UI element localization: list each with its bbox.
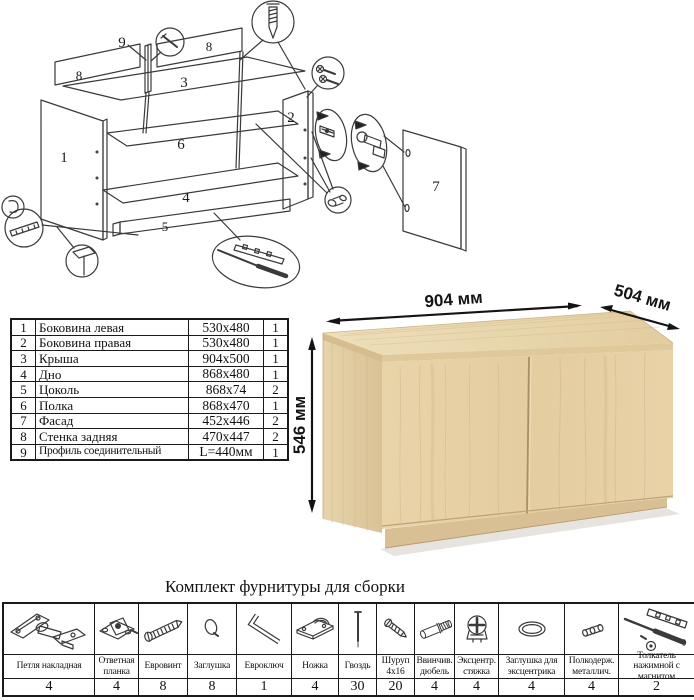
part-name: Полка <box>36 397 189 413</box>
part-qty: 2 <box>264 413 289 429</box>
part-num: 9 <box>11 444 36 460</box>
hardware-name: Толкатель нажимной с магнитом <box>619 654 694 678</box>
hardware-qty: 8 <box>139 678 187 695</box>
hardware-name: Заглушка для эксцентрика <box>499 654 564 678</box>
bottom-panel <box>103 163 298 203</box>
hardware-item-cap <box>188 604 237 695</box>
hardware-item-shelf-support <box>565 604 619 695</box>
hardware-item-mounting-plate <box>95 604 139 695</box>
hardware-qty: 4 <box>4 678 94 695</box>
part-label-5: 5 <box>161 219 169 234</box>
table-row <box>11 351 288 367</box>
table-row <box>11 429 288 445</box>
part-num: 7 <box>11 413 36 429</box>
hardware-table <box>2 602 694 697</box>
part-label-1: 1 <box>60 150 68 166</box>
hinge-callout <box>346 111 391 175</box>
hardware-qty: 4 <box>292 678 338 695</box>
part-num: 4 <box>11 366 36 382</box>
hardware-name: Гвоздь <box>339 654 376 678</box>
table-row <box>11 397 288 413</box>
part-name: Крыша <box>36 351 189 367</box>
part-name: Боковина левая <box>36 319 189 335</box>
part-qty: 1 <box>264 319 289 335</box>
hardware-qty: 8 <box>188 678 236 695</box>
push-latch-icon <box>621 604 693 654</box>
part-label-9: 9 <box>118 35 126 51</box>
part-qty: 1 <box>264 366 289 382</box>
shelf-panel <box>107 111 298 146</box>
part-size: 868x480 <box>189 366 264 382</box>
table-row <box>11 413 288 429</box>
table-row <box>11 366 288 382</box>
height-dimension <box>290 337 316 513</box>
table-row <box>11 319 288 335</box>
hardware-qty: 1 <box>237 678 291 695</box>
part-size: 868x74 <box>189 382 264 398</box>
part-qty: 2 <box>264 429 289 445</box>
part-size: 452x446 <box>189 413 264 429</box>
kit-title: Комплект фурнитуры для сборки <box>165 577 405 596</box>
height-dimension-label: 546 мм <box>290 395 309 455</box>
part-name: Дно <box>36 366 189 382</box>
width-dimension-label: 904 мм <box>423 287 484 312</box>
part-name: Профиль соединительный <box>36 444 189 460</box>
side-panel-left <box>41 100 103 240</box>
hardware-item-push-latch <box>619 604 694 695</box>
hardware-name: Петля накладная <box>4 654 94 678</box>
hardware-qty: 4 <box>499 678 564 695</box>
part-num: 3 <box>11 351 36 367</box>
hardware-qty: 2 <box>619 678 694 695</box>
hardware-qty: 4 <box>95 678 138 695</box>
part-size: 904x500 <box>189 351 264 367</box>
hardware-name: Заглушка <box>188 654 236 678</box>
part-size: 530x480 <box>189 319 264 335</box>
hardware-item-hinge <box>4 604 95 695</box>
part-num: 8 <box>11 429 36 445</box>
cap-icon <box>202 617 222 641</box>
hex-key-icon <box>244 611 284 647</box>
mounting-plate-icon <box>96 609 138 649</box>
parts-table <box>10 318 289 461</box>
screw-icon <box>380 613 412 645</box>
threaded-dowel-icon <box>415 611 454 647</box>
latch-hook-callout <box>2 196 24 218</box>
plinth-panel <box>120 199 290 234</box>
hardware-name: Евровинт <box>139 654 187 678</box>
shelf-support-icon <box>579 617 605 641</box>
hardware-item-foot <box>292 604 339 695</box>
part-name: Фасад <box>36 413 189 429</box>
part-qty: 1 <box>264 444 289 460</box>
cam-cap-icon <box>512 618 552 640</box>
euro-screw-icon <box>140 615 186 643</box>
hardware-item-nail <box>339 604 377 695</box>
hardware-name: Полкодерж. металлич. <box>565 654 618 678</box>
part-label-3: 3 <box>180 75 188 91</box>
hardware-item-hexkey <box>237 604 292 695</box>
hardware-qty: 20 <box>377 678 414 695</box>
hardware-qty: 4 <box>455 678 498 695</box>
depth-dimension-label: 504 мм <box>611 280 674 315</box>
hardware-qty: 4 <box>565 678 618 695</box>
hinge-icon <box>7 606 91 652</box>
part-qty: 1 <box>264 351 289 367</box>
hardware-item-euroscrew <box>139 604 188 695</box>
hardware-item-threaded-dowel <box>415 604 455 695</box>
part-name: Боковина правая <box>36 335 189 351</box>
hardware-item-screw <box>377 604 415 695</box>
part-size: 530x480 <box>189 335 264 351</box>
part-size: 868x470 <box>189 397 264 413</box>
cabinet-render <box>290 275 694 575</box>
hardware-qty: 30 <box>339 678 376 695</box>
part-label-6: 6 <box>177 137 185 153</box>
part-qty: 1 <box>264 397 289 413</box>
hardware-item-camcap <box>499 604 565 695</box>
hardware-name: Шуруп 4x16 <box>377 654 414 678</box>
part-name: Стенка задняя <box>36 429 189 445</box>
part-qty: 2 <box>264 382 289 398</box>
side-panel-right <box>283 91 308 209</box>
table-row <box>11 335 288 351</box>
table-row <box>11 444 288 460</box>
part-qty: 1 <box>264 335 289 351</box>
part-num: 5 <box>11 382 36 398</box>
hardware-name: Евроключ <box>237 654 291 678</box>
back-panel-right <box>157 28 242 67</box>
part-size: L=440мм <box>189 444 264 460</box>
part-label-8b: 8 <box>205 39 213 54</box>
hardware-name: Ответная планка <box>95 654 138 678</box>
part-size: 470x447 <box>189 429 264 445</box>
part-label-7: 7 <box>432 179 440 195</box>
part-num: 1 <box>11 319 36 335</box>
part-num: 6 <box>11 397 36 413</box>
part-label-2: 2 <box>287 110 295 126</box>
part-num: 2 <box>11 335 36 351</box>
foot-icon <box>294 614 336 644</box>
cam-lock-icon <box>460 613 494 645</box>
hardware-qty: 4 <box>415 678 454 695</box>
hardware-name: Ввинчив. дюбель <box>415 654 454 678</box>
back-panel-left <box>55 44 140 85</box>
table-row <box>11 382 288 398</box>
euroscrew-callout <box>312 57 344 89</box>
part-label-4: 4 <box>182 190 190 206</box>
part-name: Цоколь <box>36 382 189 398</box>
hardware-name: Ножка <box>292 654 338 678</box>
exploded-diagram <box>0 0 470 312</box>
part-label-8a: 8 <box>75 68 83 83</box>
nail-icon <box>353 609 363 649</box>
hardware-name: Эксцентр. стяжка <box>455 654 498 678</box>
hardware-item-camlock <box>455 604 499 695</box>
